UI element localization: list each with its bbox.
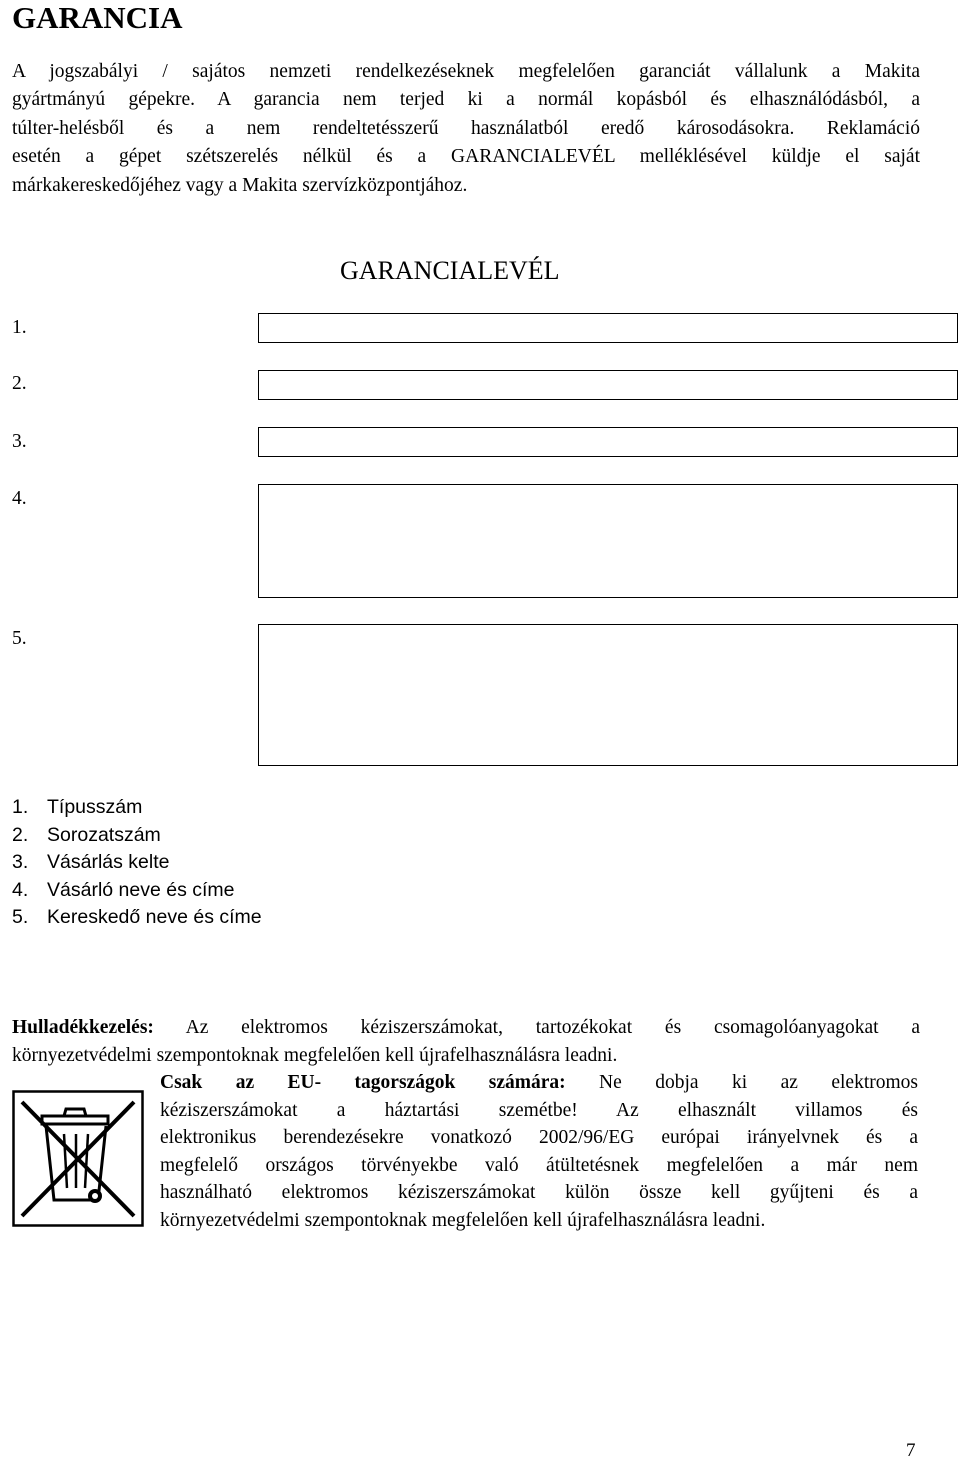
page-number: 7	[906, 1440, 916, 1461]
eu-heading: Csak az EU- tagországok számára:	[160, 1072, 566, 1093]
type-number-field[interactable]	[258, 313, 958, 343]
legend-item	[12, 904, 262, 932]
waste-line	[12, 1014, 920, 1042]
legend-item	[12, 822, 262, 850]
eu-text: Ne dobja ki az elektromos	[565, 1072, 918, 1093]
waste-disposal-paragraph	[12, 1014, 920, 1069]
legend-item	[12, 794, 262, 822]
waste-text: Az elektromos kéziszerszámokat, tartozékokat és csomagolóanyagokat a	[153, 1017, 920, 1038]
eu-line: elektronikus berendezésekre vonatkozó 2002/96/EG európai irányelvnek és a	[160, 1127, 918, 1149]
legend-number: 1.	[12, 796, 29, 818]
field-number-2: 2.	[12, 373, 27, 394]
warranty-card-title: GARANCIALEVÉL	[340, 256, 560, 285]
field-number-4: 4.	[12, 488, 27, 509]
legend-number: 5.	[12, 906, 29, 929]
eu-line: használható elektromos kéziszerszámokat külön össze kell gyűjteni és a	[160, 1182, 918, 1204]
eu-line: kéziszerszámokat a háztartási szemétbe! Az elhasznált villamos és	[160, 1099, 918, 1121]
legend-number: 3.	[12, 851, 29, 874]
eu-line: környezetvédelmi szempontoknak megfelelően kell újrafelhasználásra leadni.	[160, 1209, 766, 1231]
eu-line	[160, 1069, 918, 1097]
legend-label: Sorozatszám	[47, 823, 161, 846]
waste-line: környezetvédelmi szempontoknak megfelelően kell újrafelhasználásra leadni.	[12, 1044, 618, 1066]
purchase-date-field[interactable]	[258, 427, 958, 457]
dealer-name-address-field[interactable]	[258, 624, 958, 766]
field-number-5: 5.	[12, 628, 27, 649]
intro-line: esetén a gépet szétszerelés nélkül és a GARANCIALEVÉL melléklésével küldje el saját	[12, 146, 920, 168]
page-title: GARANCIA	[12, 0, 183, 35]
field-number-1: 1.	[12, 317, 27, 338]
eu-line: megfelelő országos törvényekbe való átültetésnek megfelelően a már nem	[160, 1154, 918, 1176]
intro-line: gyártmányú gépekre. A garancia nem terjed ki a normál kopásból és elhasználódásból, a	[12, 89, 920, 111]
buyer-name-address-field[interactable]	[258, 484, 958, 598]
legend-label: Kereskedő neve és címe	[47, 906, 262, 929]
intro-line: márkakereskedőjéhez vagy a Makita szervízközpontjához.	[12, 174, 468, 196]
field-legend	[12, 794, 262, 932]
legend-item	[12, 877, 262, 905]
serial-number-field[interactable]	[258, 370, 958, 400]
legend-item	[12, 849, 262, 877]
field-number-3: 3.	[12, 431, 27, 452]
eu-notice-paragraph	[160, 1069, 918, 1235]
intro-line: A jogszabályi / sajátos nemzeti rendelkezéseknek megfelelően garanciát vállalunk a Makita	[12, 61, 920, 82]
legend-label: Vásárló neve és címe	[47, 878, 235, 901]
legend-number: 2.	[12, 823, 29, 846]
legend-label: Vásárlás kelte	[47, 851, 170, 874]
intro-line: túlter-helésből és a nem rendeltetésszerű használatból eredő károsodásokra. Reklamáció	[12, 117, 920, 139]
waste-heading: Hulladékkezelés:	[12, 1017, 154, 1038]
legend-number: 4.	[12, 878, 29, 901]
legend-label: Típusszám	[47, 796, 143, 818]
crossed-out-wheelie-bin-icon	[12, 1090, 144, 1228]
warranty-intro-paragraph	[12, 58, 920, 200]
